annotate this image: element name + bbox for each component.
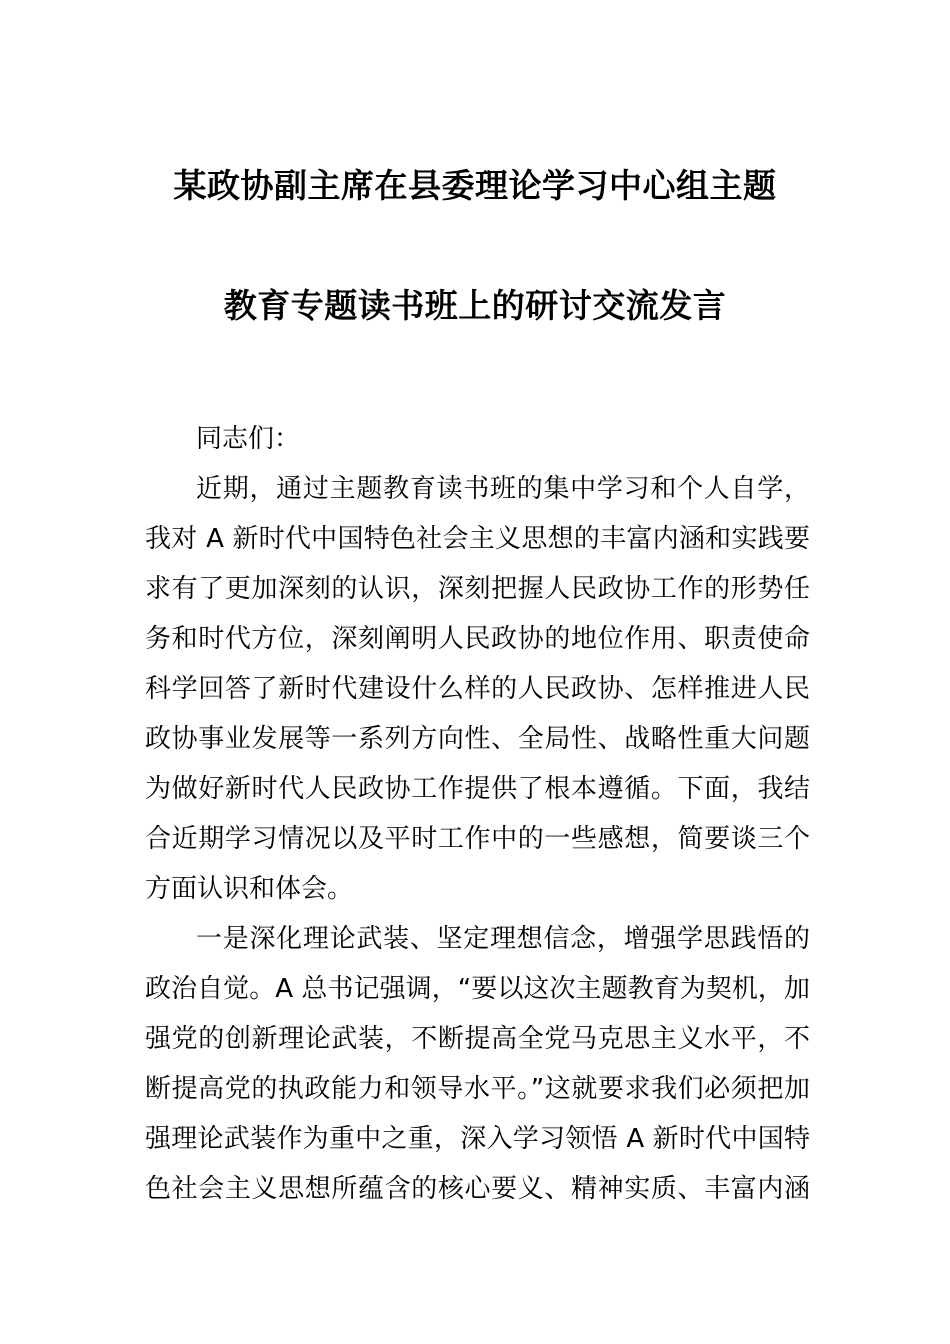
paragraph-2-line: 色社会主义思想所蕴含的核心要义、精神实质、丰富内涵	[145, 1174, 810, 1204]
document-title-line-1: 某政协副主席在县委理论学习中心组主题	[173, 166, 777, 205]
paragraph-1-line: 求有了更加深刻的认识，深刻把握人民政协工作的形势任	[145, 574, 810, 604]
document-title-line-2: 教育专题读书班上的研讨交流发言	[223, 286, 727, 325]
paragraph-2-line: 强党的创新理论武装，不断提高全党马克思主义水平，不	[145, 1024, 810, 1054]
paragraph-1-line: 方面认识和体会。	[145, 874, 354, 904]
paragraph-2-line: 政治自觉。A 总书记强调，“要以这次主题教育为契机，加	[145, 974, 810, 1004]
paragraph-1-line: 合近期学习情况以及平时工作中的一些感想，简要谈三个	[145, 824, 810, 854]
paragraph-1-line: 务和时代方位，深刻阐明人民政协的地位作用、职责使命	[145, 624, 810, 654]
paragraph-2-line: 一是深化理论武装、坚定理想信念，增强学思践悟的	[196, 924, 810, 954]
salutation: 同志们：	[196, 424, 301, 454]
paragraph-1-line: 为做好新时代人民政协工作提供了根本遵循。下面，我结	[145, 774, 810, 804]
paragraph-1-line: 科学回答了新时代建设什么样的人民政协、怎样推进人民	[145, 674, 810, 704]
paragraph-1-line: 我对 A 新时代中国特色社会主义思想的丰富内涵和实践要	[145, 524, 810, 554]
paragraph-1-line: 近期，通过主题教育读书班的集中学习和个人自学，	[196, 474, 810, 504]
paragraph-2-line: 断提高党的执政能力和领导水平。”这就要求我们必须把加	[145, 1074, 810, 1104]
paragraph-2-line: 强理论武装作为重中之重，深入学习领悟 A 新时代中国特	[145, 1124, 810, 1154]
paragraph-1-line: 政协事业发展等一系列方向性、全局性、战略性重大问题	[145, 724, 810, 754]
